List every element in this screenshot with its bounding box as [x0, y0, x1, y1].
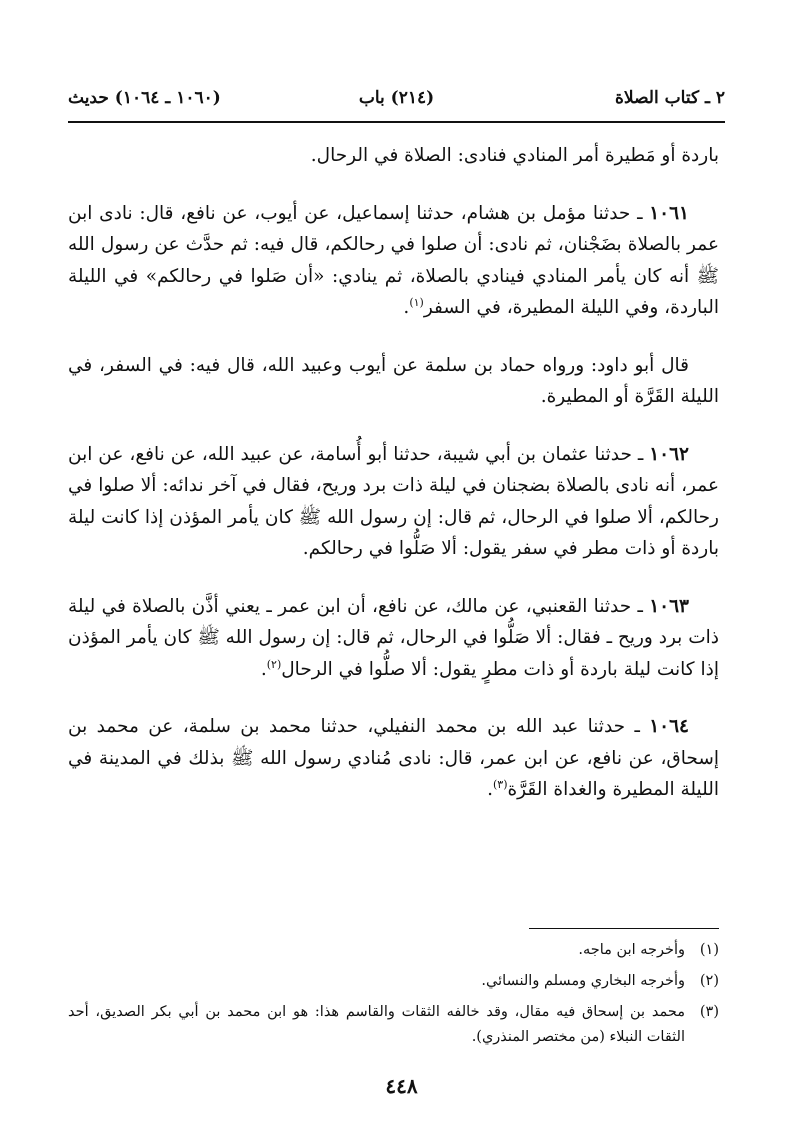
header-chapter: (٢١٤) باب — [358, 88, 435, 108]
hadith-1061: ١٠٦١ ـ حدثنا مؤمل بن هشام، حدثنا إسماعيل، عن أيوب، عن نافع، قال: نادى ابن عمر بالصلاة بضَجْنان، ثم نادى: أن صلوا في رحالكم، قال فيه: ثم حدَّث عن رسول الله ﷺ أنه كان يأمر المنادي فينادي بالصلاة، ثم ينادي: «أن صَلوا في رحالكم» في الليلة الباردة، وفي الليلة المطيرة، في السفر$^{(١)}$. — [68, 202, 719, 318]
paragraph-text: قال أبو داود: ورواه حماد بن سلمة عن أيوب وعبيد الله، قال فيه: في السفر، في الليلة القَرَّة أو المطيرة. — [68, 354, 719, 407]
hadith-text: ـ حدثنا عبد الله بن محمد النفيلي، حدثنا محمد بن سلمة، عن محمد بن إسحاق، عن نافع، عن ابن عمر، قال: نادى مُنادي رسول الله ﷺ بذلك في المدينة في الليلة المطيرة والغداة القَرَّة — [68, 716, 719, 800]
hadith-number: ١٠٦١ — [649, 202, 689, 224]
footnote-text: محمد بن إسحاق فيه مقال، وقد خالفه الثقات والقاسم هذا: هو ابن محمد بن أبي بكر الصديق، أحد الثقات النبلاء (من مختصر المنذري). — [68, 1004, 685, 1045]
footnote-1 — [68, 938, 719, 963]
footnote-2 — [68, 969, 719, 994]
header-book-title: ٢ ـ كتاب الصلاة — [615, 88, 725, 108]
hadith-number: ١٠٦٢ — [649, 443, 689, 465]
footnote-3 — [68, 1000, 719, 1050]
header-hadith-range: (١٠٦٠ ـ ١٠٦٤) حديث — [68, 88, 221, 108]
footnote-ref[interactable]: (٢) — [266, 657, 282, 671]
paragraph — [68, 140, 719, 172]
header-divider — [68, 121, 725, 123]
hadith-1064: ١٠٦٤ ـ حدثنا عبد الله بن محمد النفيلي، حدثنا محمد بن سلمة، عن محمد بن إسحاق، عن نافع، عن ابن عمر، قال: نادى مُنادي رسول الله ﷺ بذلك في المدينة في الليلة المطيرة والغداة القَرَّة$^{(٣)}$. — [68, 716, 719, 800]
hadith-number: ١٠٦٣ — [649, 595, 689, 617]
footnote-number: (٢) — [699, 973, 719, 989]
footnote-number: (٣) — [699, 1004, 719, 1020]
page-number: ٤٤٨ — [385, 1074, 418, 1098]
footnote-number: (١) — [699, 942, 719, 958]
footnote-text: وأخرجه البخاري ومسلم والنسائي. — [481, 973, 685, 989]
main-text — [68, 140, 719, 832]
hadith-1063: ١٠٦٣ ـ حدثنا القعنبي، عن مالك، عن نافع، أن ابن عمر ـ يعني أذَّن بالصلاة في ليلة ذات برد وريح ـ فقال: ألا صَلُّوا في الرحال، ثم قال: إن رسول الله ﷺ كان يأمر المؤذن إذا كانت ليلة باردة أو ذات مطرٍ يقول: ألا صلُّوا في الرحال$^{(٢)}$. — [68, 595, 719, 680]
hadith-1062 — [68, 439, 719, 565]
hadith-text: ـ حدثنا عثمان بن أبي شيبة، حدثنا أبو أُسامة، عن عبيد الله، عن نافع، عن ابن عمر، أنه نادى بالصلاة بضجنان في ليلة ذات برد وريح، فقال في آخر ندائه: ألا صلوا في رحالكم، ألا صلوا في الرحال، ثم قال: إن رسول الله ﷺ كان يأمر المؤذن إذا كانت ليلة باردة أو ذات مطر في سفر يقول: ألا صَلُّوا في رحالكم. — [68, 443, 719, 559]
running-header — [68, 82, 725, 114]
footnote-ref[interactable]: (١) — [409, 295, 424, 309]
paragraph-abu-dawud — [68, 350, 719, 413]
paragraph-text: باردة أو مَطيرة أمر المنادي فنادى: الصلاة في الرحال. — [310, 145, 719, 166]
hadith-text: ـ حدثنا مؤمل بن هشام، حدثنا إسماعيل، عن أيوب، عن نافع، قال: نادى ابن عمر بالصلاة بضَجْنان، ثم نادى: أن صلوا في رحالكم، قال فيه: ثم حدَّث عن رسول الله ﷺ أنه كان يأمر المنادي فينادي بالصلاة، ثم ينادي: «أن صَلوا في رحالكم» في الليلة الباردة، وفي الليلة المطيرة، في السفر — [68, 202, 719, 318]
footnote-ref[interactable]: (٣) — [492, 777, 508, 791]
footnote-text: وأخرجه ابن ماجه. — [578, 942, 685, 958]
footnote-divider — [529, 928, 719, 929]
hadith-number: ١٠٦٤ — [649, 716, 689, 737]
footnotes — [68, 938, 719, 1056]
hadith-text: ـ حدثنا القعنبي، عن مالك، عن نافع، أن ابن عمر ـ يعني أذَّن بالصلاة في ليلة ذات برد وريح ـ فقال: ألا صَلُّوا في الرحال، ثم قال: إن رسول الله ﷺ كان يأمر المؤذن إذا كانت ليلة باردة أو ذات مطرٍ يقول: ألا صلُّوا في الرحال — [68, 595, 719, 680]
